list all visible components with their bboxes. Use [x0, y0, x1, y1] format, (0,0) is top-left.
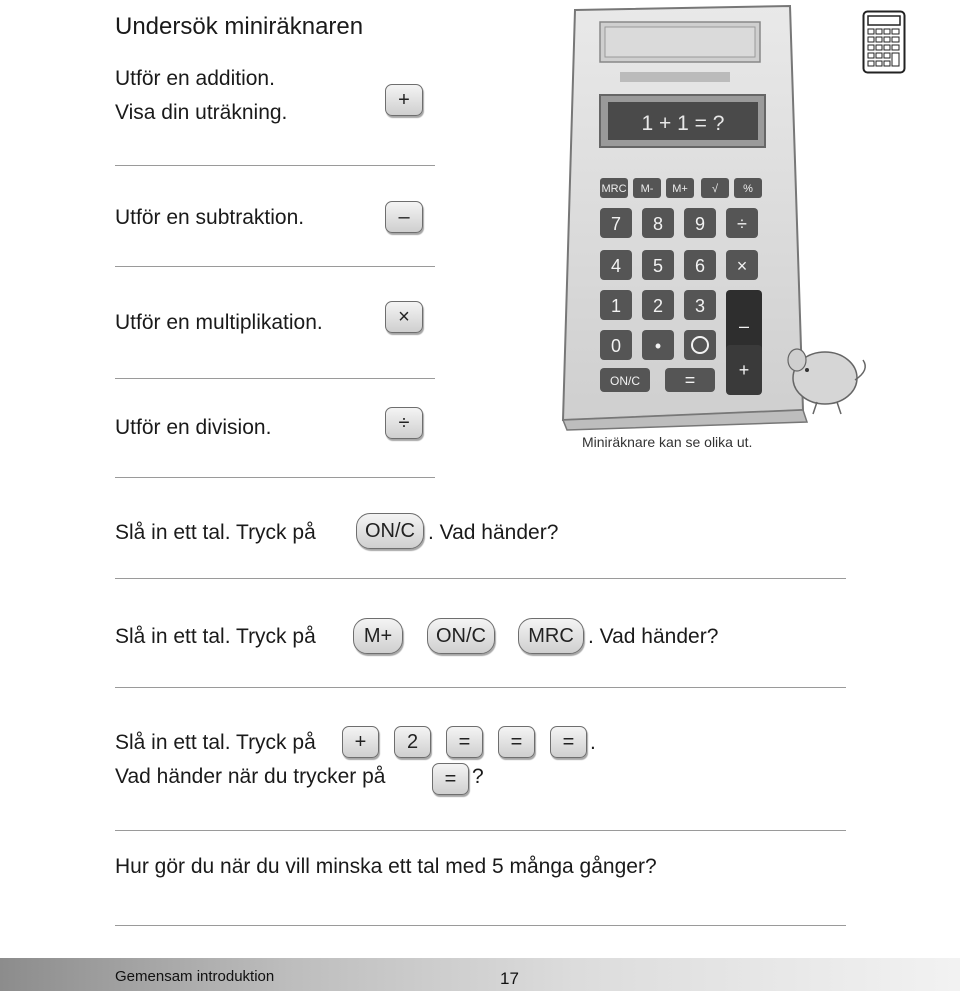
question1-suffix: . Vad händer?: [428, 521, 559, 544]
svg-text:3: 3: [694, 296, 706, 316]
question4-text: Hur gör du när du vill minska ett tal med 5 många gånger?: [115, 855, 657, 878]
answer-line-question3: [115, 830, 846, 831]
svg-text:%: %: [743, 183, 753, 195]
svg-text:5: 5: [652, 256, 664, 276]
addition-task-line1: Utför en addition.: [115, 67, 275, 90]
svg-text:1: 1: [610, 296, 622, 316]
plus-key-2: +: [342, 726, 379, 758]
svg-text:8: 8: [652, 214, 664, 234]
answer-line-subtraction: [115, 266, 435, 267]
multiply-key: ×: [385, 301, 423, 333]
question1-text: Slå in ett tal. Tryck på: [115, 521, 316, 544]
svg-text:–: –: [738, 316, 750, 336]
subtraction-task: Utför en subtraktion.: [115, 206, 305, 229]
question2-text: Slå in ett tal. Tryck på: [115, 625, 316, 648]
svg-text:7: 7: [610, 214, 622, 234]
question3-text: Slå in ett tal. Tryck på: [115, 731, 316, 754]
svg-text:ON/C: ON/C: [610, 374, 640, 388]
footer-label: Gemensam introduktion: [115, 968, 275, 985]
answer-line-division: [115, 477, 435, 478]
calculator-display: 1 + 1 = ?: [641, 112, 725, 135]
two-key: 2: [394, 726, 431, 758]
svg-text:9: 9: [694, 214, 706, 234]
m-plus-key: M+: [353, 618, 403, 654]
division-task: Utför en division.: [115, 416, 272, 439]
plus-key: +: [385, 84, 423, 116]
answer-line-multiplication: [115, 378, 435, 379]
equals-key-2: =: [498, 726, 535, 758]
svg-text:MRC: MRC: [601, 183, 627, 195]
question3-suffix: .: [590, 731, 596, 754]
answer-line-question1: [115, 578, 846, 579]
equals-key-4: =: [432, 763, 469, 795]
answer-line-question4: [115, 925, 846, 926]
svg-text:4: 4: [610, 256, 622, 276]
page-title: Undersök miniräknaren: [115, 13, 364, 40]
question2-suffix: . Vad händer?: [588, 625, 719, 648]
svg-text:=: =: [684, 370, 696, 390]
multiplication-task: Utför en multiplikation.: [115, 311, 323, 334]
svg-text:•: •: [654, 336, 662, 356]
calculator-caption: Miniräknare kan se olika ut.: [582, 434, 753, 450]
answer-line-question2: [115, 687, 846, 688]
calculator-illustration: [545, 0, 875, 432]
svg-text:0: 0: [610, 336, 622, 356]
svg-text:√: √: [711, 183, 719, 195]
svg-text:2: 2: [652, 296, 664, 316]
answer-line-addition: [115, 165, 435, 166]
page-number: 17: [500, 969, 519, 988]
svg-text:M-: M-: [640, 183, 654, 195]
svg-text:+: +: [738, 360, 750, 380]
onc-key: ON/C: [356, 513, 424, 549]
svg-text:M+: M+: [672, 183, 688, 195]
equals-key-1: =: [446, 726, 483, 758]
svg-text:÷: ÷: [737, 214, 747, 234]
minus-key: –: [385, 201, 423, 233]
addition-task-line2: Visa din uträkning.: [115, 101, 288, 124]
svg-text:6: 6: [694, 256, 706, 276]
divide-key: ÷: [385, 407, 423, 439]
question3-line2: Vad händer när du trycker på: [115, 765, 386, 788]
question3-line2-suffix: ?: [472, 765, 484, 788]
mrc-key: MRC: [518, 618, 584, 654]
svg-text:×: ×: [736, 256, 748, 276]
equals-key-3: =: [550, 726, 587, 758]
onc-key-2: ON/C: [427, 618, 495, 654]
